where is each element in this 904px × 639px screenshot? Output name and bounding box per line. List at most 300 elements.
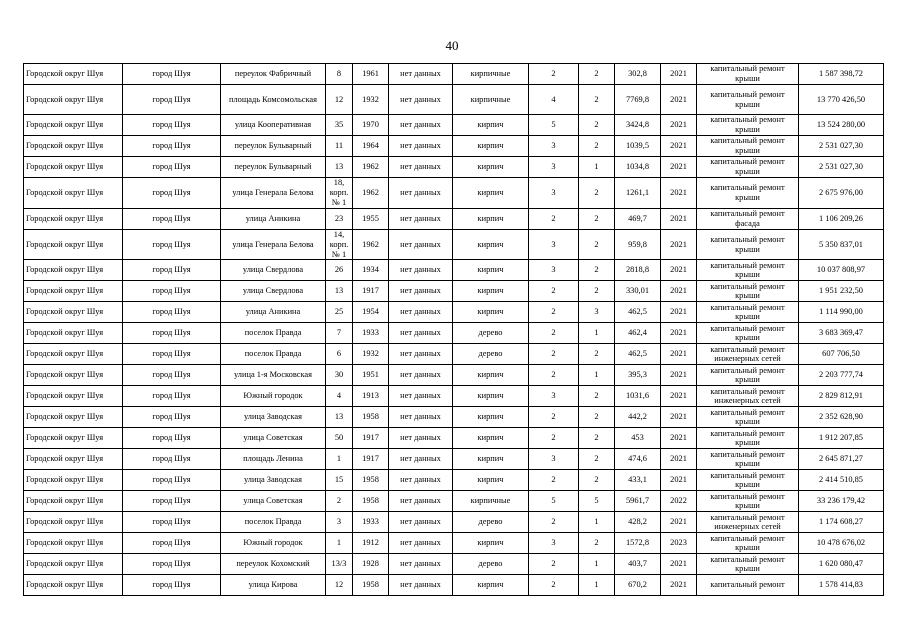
table-row (24, 323, 884, 344)
cell-plan-year: 2021 (661, 512, 697, 533)
cell-area: 5961,7 (615, 491, 661, 512)
cell-work-type: капитальный ремонт крыши (697, 365, 799, 386)
cell-wall-material: кирпич (453, 365, 529, 386)
cell-house: 4 (326, 386, 353, 407)
cell-plan-year: 2021 (661, 85, 697, 115)
cell-street: переулок Фабричный (221, 64, 326, 85)
cell-entrances: 2 (579, 449, 615, 470)
cell-year-built: 1955 (353, 208, 389, 229)
cell-entrances: 3 (579, 302, 615, 323)
cell-street: улица Аникина (221, 302, 326, 323)
cell-year-built: 1958 (353, 470, 389, 491)
cell-year-extra: нет данных (389, 470, 453, 491)
cell-municipality: Городской округ Шуя (24, 85, 123, 115)
cell-floors: 2 (529, 281, 579, 302)
table-row (24, 428, 884, 449)
cell-plan-year: 2022 (661, 491, 697, 512)
cell-year-built: 1934 (353, 260, 389, 281)
cell-year-extra: нет данных (389, 323, 453, 344)
cell-entrances: 2 (579, 407, 615, 428)
cell-year-built: 1932 (353, 344, 389, 365)
cell-settlement: город Шуя (123, 470, 221, 491)
cell-entrances: 2 (579, 428, 615, 449)
cell-year-built: 1958 (353, 491, 389, 512)
cell-year-built: 1962 (353, 157, 389, 178)
cell-cost: 1 174 608,27 (799, 512, 884, 533)
cell-house: 35 (326, 115, 353, 136)
cell-street: Южный городок (221, 386, 326, 407)
cell-work-type: капитальный ремонт крыши (697, 302, 799, 323)
cell-settlement: город Шуя (123, 178, 221, 209)
cell-area: 469,7 (615, 208, 661, 229)
cell-cost: 10 478 676,02 (799, 533, 884, 554)
cell-house: 25 (326, 302, 353, 323)
cell-work-type: капитальный ремонт фасада (697, 208, 799, 229)
table-row (24, 64, 884, 85)
cell-year-built: 1951 (353, 365, 389, 386)
cell-wall-material: кирпич (453, 302, 529, 323)
table-row (24, 115, 884, 136)
cell-plan-year: 2021 (661, 136, 697, 157)
cell-year-extra: нет данных (389, 491, 453, 512)
cell-plan-year: 2021 (661, 260, 697, 281)
cell-work-type: капитальный ремонт крыши (697, 64, 799, 85)
cell-plan-year: 2021 (661, 229, 697, 260)
table-row (24, 85, 884, 115)
cell-municipality: Городской округ Шуя (24, 575, 123, 596)
cell-municipality: Городской округ Шуя (24, 157, 123, 178)
cell-municipality: Городской округ Шуя (24, 386, 123, 407)
cell-house: 8 (326, 64, 353, 85)
cell-area: 462,4 (615, 323, 661, 344)
cell-year-built: 1961 (353, 64, 389, 85)
cell-floors: 2 (529, 512, 579, 533)
cell-municipality: Городской округ Шуя (24, 229, 123, 260)
cell-settlement: город Шуя (123, 64, 221, 85)
cell-municipality: Городской округ Шуя (24, 512, 123, 533)
table-row (24, 491, 884, 512)
page-number: 40 (445, 38, 459, 53)
cell-wall-material: кирпич (453, 533, 529, 554)
table-row (24, 365, 884, 386)
cell-year-built: 1954 (353, 302, 389, 323)
cell-street: поселок Правда (221, 512, 326, 533)
cell-plan-year: 2021 (661, 449, 697, 470)
cell-settlement: город Шуя (123, 136, 221, 157)
cell-plan-year: 2021 (661, 178, 697, 209)
cell-house: 12 (326, 575, 353, 596)
cell-work-type: капитальный ремонт крыши (697, 449, 799, 470)
cell-cost: 2 829 812,91 (799, 386, 884, 407)
cell-work-type: капитальный ремонт крыши (697, 281, 799, 302)
cell-street: улица Кооперативная (221, 115, 326, 136)
cell-plan-year: 2021 (661, 344, 697, 365)
cell-work-type: капитальный ремонт инженерных сетей (697, 386, 799, 407)
cell-entrances: 1 (579, 323, 615, 344)
cell-cost: 13 770 426,50 (799, 85, 884, 115)
cell-municipality: Городской округ Шуя (24, 449, 123, 470)
cell-cost: 607 706,50 (799, 344, 884, 365)
cell-municipality: Городской округ Шуя (24, 491, 123, 512)
cell-year-built: 1913 (353, 386, 389, 407)
cell-street: улица Аникина (221, 208, 326, 229)
cell-house: 50 (326, 428, 353, 449)
cell-entrances: 1 (579, 365, 615, 386)
cell-entrances: 1 (579, 157, 615, 178)
cell-year-extra: нет данных (389, 229, 453, 260)
cell-work-type: капитальный ремонт крыши (697, 554, 799, 575)
table-row (24, 449, 884, 470)
cell-work-type: капитальный ремонт (697, 575, 799, 596)
cell-wall-material: кирпичные (453, 491, 529, 512)
cell-area: 462,5 (615, 302, 661, 323)
cell-cost: 1 951 232,50 (799, 281, 884, 302)
cell-cost: 2 645 871,27 (799, 449, 884, 470)
cell-area: 3424,8 (615, 115, 661, 136)
cell-year-extra: нет данных (389, 136, 453, 157)
cell-house: 13/3 (326, 554, 353, 575)
cell-house: 23 (326, 208, 353, 229)
cell-entrances: 2 (579, 260, 615, 281)
cell-area: 2818,8 (615, 260, 661, 281)
cell-wall-material: кирпичные (453, 64, 529, 85)
cell-year-built: 1970 (353, 115, 389, 136)
cell-municipality: Городской округ Шуя (24, 533, 123, 554)
cell-entrances: 2 (579, 344, 615, 365)
cell-plan-year: 2021 (661, 281, 697, 302)
cell-year-extra: нет данных (389, 344, 453, 365)
cell-area: 302,8 (615, 64, 661, 85)
cell-cost: 2 414 510,85 (799, 470, 884, 491)
table-row (24, 260, 884, 281)
cell-year-extra: нет данных (389, 407, 453, 428)
cell-year-extra: нет данных (389, 386, 453, 407)
table-row (24, 136, 884, 157)
cell-street: улица Генерала Белова (221, 229, 326, 260)
cell-settlement: город Шуя (123, 554, 221, 575)
cell-cost: 1 620 080,47 (799, 554, 884, 575)
cell-year-extra: нет данных (389, 208, 453, 229)
table-row (24, 281, 884, 302)
cell-area: 442,2 (615, 407, 661, 428)
cell-plan-year: 2023 (661, 533, 697, 554)
cell-floors: 2 (529, 470, 579, 491)
cell-settlement: город Шуя (123, 115, 221, 136)
cell-settlement: город Шуя (123, 512, 221, 533)
cell-municipality: Городской округ Шуя (24, 554, 123, 575)
table-row (24, 470, 884, 491)
cell-settlement: город Шуя (123, 491, 221, 512)
cell-year-built: 1917 (353, 428, 389, 449)
cell-year-extra: нет данных (389, 64, 453, 85)
cell-floors: 2 (529, 365, 579, 386)
cell-year-built: 1964 (353, 136, 389, 157)
cell-plan-year: 2021 (661, 407, 697, 428)
cell-cost: 1 912 207,85 (799, 428, 884, 449)
cell-plan-year: 2021 (661, 157, 697, 178)
cell-municipality: Городской округ Шуя (24, 136, 123, 157)
cell-area: 428,2 (615, 512, 661, 533)
cell-wall-material: кирпич (453, 260, 529, 281)
cell-area: 403,7 (615, 554, 661, 575)
cell-floors: 3 (529, 229, 579, 260)
cell-settlement: город Шуя (123, 386, 221, 407)
cell-cost: 2 531 027,30 (799, 136, 884, 157)
cell-wall-material: кирпич (453, 449, 529, 470)
cell-municipality: Городской округ Шуя (24, 302, 123, 323)
cell-street: улица Заводская (221, 470, 326, 491)
cell-plan-year: 2021 (661, 386, 697, 407)
cell-floors: 3 (529, 386, 579, 407)
cell-year-extra: нет данных (389, 178, 453, 209)
cell-cost: 1 106 209,26 (799, 208, 884, 229)
table-row (24, 554, 884, 575)
cell-municipality: Городской округ Шуя (24, 64, 123, 85)
cell-street: улица Свердлова (221, 260, 326, 281)
cell-year-extra: нет данных (389, 575, 453, 596)
cell-wall-material: кирпичные (453, 85, 529, 115)
cell-house: 14, корп. № 1 (326, 229, 353, 260)
cell-cost: 13 524 280,00 (799, 115, 884, 136)
cell-year-extra: нет данных (389, 281, 453, 302)
cell-work-type: капитальный ремонт крыши (697, 115, 799, 136)
cell-house: 3 (326, 512, 353, 533)
cell-entrances: 2 (579, 281, 615, 302)
cell-floors: 3 (529, 178, 579, 209)
cell-year-extra: нет данных (389, 512, 453, 533)
cell-area: 462,5 (615, 344, 661, 365)
table-row (24, 512, 884, 533)
cell-entrances: 2 (579, 85, 615, 115)
cell-cost: 2 352 628,90 (799, 407, 884, 428)
cell-cost: 1 114 990,00 (799, 302, 884, 323)
cell-floors: 2 (529, 302, 579, 323)
cell-work-type: капитальный ремонт крыши (697, 136, 799, 157)
cell-plan-year: 2021 (661, 115, 697, 136)
cell-house: 26 (326, 260, 353, 281)
cell-house: 15 (326, 470, 353, 491)
housing-repair-table (23, 63, 884, 596)
cell-cost: 3 683 369,47 (799, 323, 884, 344)
cell-wall-material: кирпич (453, 281, 529, 302)
cell-year-built: 1912 (353, 533, 389, 554)
cell-cost: 1 587 398,72 (799, 64, 884, 85)
cell-house: 13 (326, 157, 353, 178)
cell-plan-year: 2021 (661, 302, 697, 323)
cell-municipality: Городской округ Шуя (24, 260, 123, 281)
cell-year-built: 1933 (353, 323, 389, 344)
cell-cost: 2 531 027,30 (799, 157, 884, 178)
table-row (24, 302, 884, 323)
cell-work-type: капитальный ремонт крыши (697, 229, 799, 260)
cell-plan-year: 2021 (661, 575, 697, 596)
cell-municipality: Городской округ Шуя (24, 115, 123, 136)
cell-house: 12 (326, 85, 353, 115)
cell-floors: 2 (529, 208, 579, 229)
cell-settlement: город Шуя (123, 407, 221, 428)
cell-year-extra: нет данных (389, 302, 453, 323)
cell-entrances: 2 (579, 470, 615, 491)
cell-work-type: капитальный ремонт крыши (697, 428, 799, 449)
cell-settlement: город Шуя (123, 533, 221, 554)
cell-street: улица 1-я Московская (221, 365, 326, 386)
cell-area: 433,1 (615, 470, 661, 491)
cell-entrances: 2 (579, 64, 615, 85)
cell-entrances: 2 (579, 533, 615, 554)
cell-wall-material: кирпич (453, 115, 529, 136)
cell-street: площадь Ленина (221, 449, 326, 470)
cell-plan-year: 2021 (661, 428, 697, 449)
cell-wall-material: кирпич (453, 575, 529, 596)
cell-street: переулок Кохомский (221, 554, 326, 575)
cell-plan-year: 2021 (661, 208, 697, 229)
cell-street: улица Советская (221, 428, 326, 449)
cell-plan-year: 2021 (661, 64, 697, 85)
cell-street: поселок Правда (221, 344, 326, 365)
cell-house: 13 (326, 407, 353, 428)
cell-house: 6 (326, 344, 353, 365)
cell-area: 1572,8 (615, 533, 661, 554)
cell-work-type: капитальный ремонт крыши (697, 407, 799, 428)
cell-entrances: 1 (579, 575, 615, 596)
cell-area: 1034,8 (615, 157, 661, 178)
cell-entrances: 2 (579, 208, 615, 229)
cell-floors: 3 (529, 533, 579, 554)
cell-floors: 2 (529, 554, 579, 575)
cell-settlement: город Шуя (123, 281, 221, 302)
cell-floors: 5 (529, 115, 579, 136)
cell-house: 30 (326, 365, 353, 386)
cell-year-built: 1958 (353, 407, 389, 428)
table-row (24, 229, 884, 260)
cell-street: площадь Комсомольская (221, 85, 326, 115)
cell-year-extra: нет данных (389, 157, 453, 178)
cell-wall-material: дерево (453, 323, 529, 344)
cell-street: переулок Бульварный (221, 157, 326, 178)
cell-plan-year: 2021 (661, 554, 697, 575)
cell-wall-material: дерево (453, 344, 529, 365)
cell-cost: 2 675 976,00 (799, 178, 884, 209)
cell-area: 1031,6 (615, 386, 661, 407)
cell-work-type: капитальный ремонт крыши (697, 470, 799, 491)
table-row (24, 407, 884, 428)
cell-wall-material: кирпич (453, 229, 529, 260)
cell-year-built: 1932 (353, 85, 389, 115)
cell-work-type: капитальный ремонт крыши (697, 157, 799, 178)
cell-entrances: 2 (579, 229, 615, 260)
cell-settlement: город Шуя (123, 260, 221, 281)
cell-house: 13 (326, 281, 353, 302)
cell-municipality: Городской округ Шуя (24, 428, 123, 449)
cell-street: улица Генерала Белова (221, 178, 326, 209)
cell-street: улица Заводская (221, 407, 326, 428)
cell-house: 18, корп. № 1 (326, 178, 353, 209)
cell-municipality: Городской округ Шуя (24, 281, 123, 302)
cell-municipality: Городской округ Шуя (24, 208, 123, 229)
cell-settlement: город Шуя (123, 365, 221, 386)
cell-year-extra: нет данных (389, 428, 453, 449)
cell-floors: 2 (529, 344, 579, 365)
cell-settlement: город Шуя (123, 208, 221, 229)
cell-settlement: город Шуя (123, 85, 221, 115)
table-body (24, 64, 884, 596)
cell-street: улица Свердлова (221, 281, 326, 302)
cell-settlement: город Шуя (123, 344, 221, 365)
cell-municipality: Городской округ Шуя (24, 323, 123, 344)
cell-wall-material: кирпич (453, 178, 529, 209)
cell-year-extra: нет данных (389, 260, 453, 281)
table-row (24, 386, 884, 407)
cell-entrances: 2 (579, 178, 615, 209)
cell-year-built: 1933 (353, 512, 389, 533)
cell-area: 474,6 (615, 449, 661, 470)
cell-municipality: Городской округ Шуя (24, 407, 123, 428)
cell-settlement: город Шуя (123, 157, 221, 178)
cell-work-type: капитальный ремонт инженерных сетей (697, 512, 799, 533)
cell-municipality: Городской округ Шуя (24, 178, 123, 209)
cell-floors: 2 (529, 407, 579, 428)
cell-street: улица Советская (221, 491, 326, 512)
cell-floors: 3 (529, 157, 579, 178)
table-row (24, 157, 884, 178)
cell-work-type: капитальный ремонт крыши (697, 178, 799, 209)
cell-work-type: капитальный ремонт крыши (697, 85, 799, 115)
cell-street: поселок Правда (221, 323, 326, 344)
cell-wall-material: дерево (453, 512, 529, 533)
cell-settlement: город Шуя (123, 302, 221, 323)
cell-entrances: 2 (579, 115, 615, 136)
cell-year-extra: нет данных (389, 533, 453, 554)
cell-floors: 2 (529, 64, 579, 85)
table-row (24, 208, 884, 229)
cell-year-extra: нет данных (389, 449, 453, 470)
table-row (24, 344, 884, 365)
cell-municipality: Городской округ Шуя (24, 365, 123, 386)
cell-entrances: 1 (579, 554, 615, 575)
cell-settlement: город Шуя (123, 323, 221, 344)
cell-cost: 2 203 777,74 (799, 365, 884, 386)
cell-floors: 2 (529, 323, 579, 344)
cell-entrances: 2 (579, 136, 615, 157)
cell-house: 1 (326, 533, 353, 554)
cell-street: Южный городок (221, 533, 326, 554)
cell-cost: 10 037 808,97 (799, 260, 884, 281)
cell-wall-material: кирпич (453, 428, 529, 449)
cell-cost: 1 578 414,83 (799, 575, 884, 596)
cell-plan-year: 2021 (661, 365, 697, 386)
cell-floors: 2 (529, 428, 579, 449)
cell-plan-year: 2021 (661, 470, 697, 491)
cell-wall-material: кирпич (453, 157, 529, 178)
cell-street: переулок Бульварный (221, 136, 326, 157)
cell-floors: 3 (529, 260, 579, 281)
cell-area: 453 (615, 428, 661, 449)
cell-entrances: 5 (579, 491, 615, 512)
cell-cost: 33 236 179,42 (799, 491, 884, 512)
cell-settlement: город Шуя (123, 449, 221, 470)
cell-area: 670,2 (615, 575, 661, 596)
cell-wall-material: кирпич (453, 208, 529, 229)
cell-entrances: 2 (579, 386, 615, 407)
cell-area: 959,8 (615, 229, 661, 260)
table-row (24, 178, 884, 209)
cell-floors: 2 (529, 575, 579, 596)
cell-work-type: капитальный ремонт крыши (697, 260, 799, 281)
cell-house: 11 (326, 136, 353, 157)
cell-area: 7769,8 (615, 85, 661, 115)
cell-year-built: 1917 (353, 281, 389, 302)
table-row (24, 533, 884, 554)
